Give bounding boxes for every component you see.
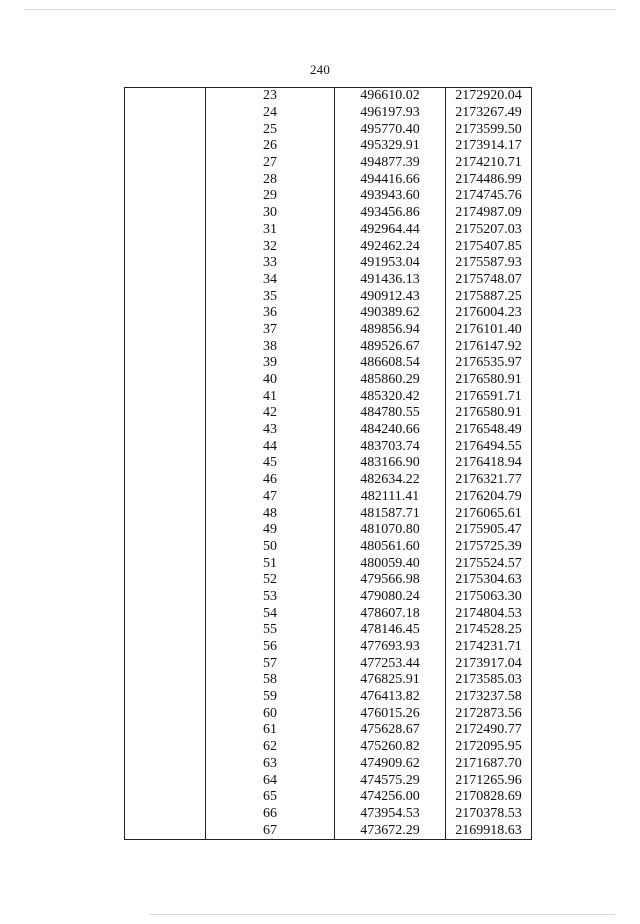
point-number-cell: 53 [206,589,335,606]
x-coordinate-cell: 475260.82 [335,739,446,756]
point-number-cell: 47 [206,489,335,506]
y-coordinate-cell: 2174210.71 [446,155,532,172]
table-row [125,438,532,455]
table-row [125,355,532,372]
y-coordinate-cell: 2172490.77 [446,722,532,739]
y-coordinate-cell: 2176418.94 [446,455,532,472]
table-row [125,222,532,239]
y-coordinate-cell: 2172873.56 [446,705,532,722]
x-coordinate-cell: 490389.62 [335,305,446,322]
blank-cell [125,305,206,322]
table-row [125,388,532,405]
blank-cell [125,655,206,672]
x-coordinate-cell: 480059.40 [335,555,446,572]
table-row [125,722,532,739]
blank-cell [125,622,206,639]
blank-cell [125,171,206,188]
y-coordinate-cell: 2171265.96 [446,772,532,789]
y-coordinate-cell: 2176147.92 [446,338,532,355]
x-coordinate-cell: 483703.74 [335,438,446,455]
point-number-cell: 41 [206,388,335,405]
x-coordinate-cell: 493456.86 [335,205,446,222]
point-number-cell: 35 [206,288,335,305]
blank-cell [125,238,206,255]
y-coordinate-cell: 2175304.63 [446,572,532,589]
table-row [125,639,532,656]
table-row [125,405,532,422]
point-number-cell: 38 [206,338,335,355]
x-coordinate-cell: 484780.55 [335,405,446,422]
x-coordinate-cell: 494416.66 [335,171,446,188]
x-coordinate-cell: 476825.91 [335,672,446,689]
x-coordinate-cell: 481587.71 [335,505,446,522]
point-number-cell: 51 [206,555,335,572]
table-row [125,138,532,155]
blank-cell [125,338,206,355]
point-number-cell: 60 [206,705,335,722]
blank-cell [125,322,206,339]
table-row [125,205,532,222]
y-coordinate-cell: 2176101.40 [446,322,532,339]
blank-cell [125,489,206,506]
x-coordinate-cell: 486608.54 [335,355,446,372]
blank-cell [125,388,206,405]
blank-cell [125,639,206,656]
blank-cell [125,572,206,589]
coordinates-table-body [125,88,532,840]
table-row [125,672,532,689]
x-coordinate-cell: 485860.29 [335,372,446,389]
blank-cell [125,756,206,773]
table-row [125,188,532,205]
y-coordinate-cell: 2174804.53 [446,605,532,622]
point-number-cell: 33 [206,255,335,272]
y-coordinate-cell: 2173237.58 [446,689,532,706]
blank-cell [125,455,206,472]
x-coordinate-cell: 473954.53 [335,806,446,823]
page-number: 240 [309,62,331,77]
point-number-cell: 55 [206,622,335,639]
blank-cell [125,689,206,706]
blank-cell [125,806,206,823]
table-row [125,789,532,806]
x-coordinate-cell: 482111.41 [335,489,446,506]
table-row [125,822,532,839]
y-coordinate-cell: 2174745.76 [446,188,532,205]
table-row [125,772,532,789]
y-coordinate-cell: 2176535.97 [446,355,532,372]
y-coordinate-cell: 2173914.17 [446,138,532,155]
point-number-cell: 65 [206,789,335,806]
point-number-cell: 27 [206,155,335,172]
x-coordinate-cell: 474909.62 [335,756,446,773]
y-coordinate-cell: 2172920.04 [446,88,532,105]
table-row [125,555,532,572]
table-row [125,472,532,489]
y-coordinate-cell: 2175207.03 [446,222,532,239]
blank-cell [125,255,206,272]
x-coordinate-cell: 495329.91 [335,138,446,155]
y-coordinate-cell: 2173585.03 [446,672,532,689]
x-coordinate-cell: 496610.02 [335,88,446,105]
point-number-cell: 43 [206,422,335,439]
blank-cell [125,138,206,155]
y-coordinate-cell: 2176494.55 [446,438,532,455]
blank-cell [125,205,206,222]
table-row [125,121,532,138]
y-coordinate-cell: 2176591.71 [446,388,532,405]
x-coordinate-cell: 473672.29 [335,822,446,839]
point-number-cell: 48 [206,505,335,522]
blank-cell [125,105,206,122]
x-coordinate-cell: 481070.80 [335,522,446,539]
x-coordinate-cell: 477253.44 [335,655,446,672]
x-coordinate-cell: 478607.18 [335,605,446,622]
point-number-cell: 26 [206,138,335,155]
y-coordinate-cell: 2176204.79 [446,489,532,506]
table-row [125,372,532,389]
x-coordinate-cell: 493943.60 [335,188,446,205]
table-row [125,806,532,823]
blank-cell [125,121,206,138]
point-number-cell: 54 [206,605,335,622]
table-row [125,689,532,706]
x-coordinate-cell: 489526.67 [335,338,446,355]
table-row [125,739,532,756]
y-coordinate-cell: 2173917.04 [446,655,532,672]
blank-cell [125,522,206,539]
point-number-cell: 30 [206,205,335,222]
x-coordinate-cell: 489856.94 [335,322,446,339]
y-coordinate-cell: 2174486.99 [446,171,532,188]
coordinates-table [124,87,532,840]
point-number-cell: 46 [206,472,335,489]
table-row [125,505,532,522]
y-coordinate-cell: 2175748.07 [446,272,532,289]
table-row [125,255,532,272]
point-number-cell: 34 [206,272,335,289]
point-number-cell: 36 [206,305,335,322]
blank-cell [125,739,206,756]
point-number-cell: 56 [206,639,335,656]
blank-cell [125,822,206,839]
y-coordinate-cell: 2176004.23 [446,305,532,322]
blank-cell [125,222,206,239]
x-coordinate-cell: 491953.04 [335,255,446,272]
table-row [125,272,532,289]
blank-cell [125,422,206,439]
table-row [125,88,532,105]
x-coordinate-cell: 483166.90 [335,455,446,472]
blank-cell [125,288,206,305]
table-row [125,589,532,606]
table-row [125,171,532,188]
x-coordinate-cell: 492964.44 [335,222,446,239]
x-coordinate-cell: 479080.24 [335,589,446,606]
blank-cell [125,555,206,572]
table-row [125,455,532,472]
y-coordinate-cell: 2175407.85 [446,238,532,255]
point-number-cell: 39 [206,355,335,372]
point-number-cell: 49 [206,522,335,539]
x-coordinate-cell: 478146.45 [335,622,446,639]
point-number-cell: 25 [206,121,335,138]
x-coordinate-cell: 491436.13 [335,272,446,289]
blank-cell [125,188,206,205]
x-coordinate-cell: 476015.26 [335,705,446,722]
point-number-cell: 40 [206,372,335,389]
table-row [125,539,532,556]
table-row [125,756,532,773]
point-number-cell: 58 [206,672,335,689]
point-number-cell: 42 [206,405,335,422]
point-number-cell: 66 [206,806,335,823]
blank-cell [125,589,206,606]
table-row [125,338,532,355]
x-coordinate-cell: 490912.43 [335,288,446,305]
x-coordinate-cell: 474256.00 [335,789,446,806]
point-number-cell: 62 [206,739,335,756]
blank-cell [125,505,206,522]
y-coordinate-cell: 2172095.95 [446,739,532,756]
table-row [125,622,532,639]
y-coordinate-cell: 2169918.63 [446,822,532,839]
blank-cell [125,372,206,389]
y-coordinate-cell: 2173599.50 [446,121,532,138]
point-number-cell: 44 [206,438,335,455]
y-coordinate-cell: 2171687.70 [446,756,532,773]
point-number-cell: 23 [206,88,335,105]
blank-cell [125,272,206,289]
blank-cell [125,539,206,556]
y-coordinate-cell: 2174231.71 [446,639,532,656]
point-number-cell: 32 [206,238,335,255]
y-coordinate-cell: 2174528.25 [446,622,532,639]
scan-edge-bottom [150,914,615,915]
point-number-cell: 45 [206,455,335,472]
x-coordinate-cell: 495770.40 [335,121,446,138]
y-coordinate-cell: 2176548.49 [446,422,532,439]
table-row [125,155,532,172]
table-row [125,605,532,622]
y-coordinate-cell: 2175524.57 [446,555,532,572]
y-coordinate-cell: 2175063.30 [446,589,532,606]
point-number-cell: 59 [206,689,335,706]
blank-cell [125,472,206,489]
point-number-cell: 31 [206,222,335,239]
point-number-cell: 29 [206,188,335,205]
blank-cell [125,789,206,806]
table-row [125,489,532,506]
table-row [125,705,532,722]
scan-edge-top [25,9,615,10]
table-row [125,238,532,255]
table-row [125,422,532,439]
y-coordinate-cell: 2175587.93 [446,255,532,272]
x-coordinate-cell: 484240.66 [335,422,446,439]
x-coordinate-cell: 474575.29 [335,772,446,789]
point-number-cell: 37 [206,322,335,339]
x-coordinate-cell: 479566.98 [335,572,446,589]
blank-cell [125,705,206,722]
blank-cell [125,438,206,455]
point-number-cell: 64 [206,772,335,789]
y-coordinate-cell: 2170828.69 [446,789,532,806]
blank-cell [125,355,206,372]
table-row [125,572,532,589]
y-coordinate-cell: 2173267.49 [446,105,532,122]
x-coordinate-cell: 480561.60 [335,539,446,556]
table-row [125,322,532,339]
x-coordinate-cell: 475628.67 [335,722,446,739]
point-number-cell: 63 [206,756,335,773]
table-row [125,522,532,539]
blank-cell [125,672,206,689]
point-number-cell: 67 [206,822,335,839]
point-number-cell: 28 [206,171,335,188]
blank-cell [125,722,206,739]
table-row [125,105,532,122]
y-coordinate-cell: 2176321.77 [446,472,532,489]
table-row [125,655,532,672]
blank-cell [125,605,206,622]
x-coordinate-cell: 492462.24 [335,238,446,255]
x-coordinate-cell: 482634.22 [335,472,446,489]
y-coordinate-cell: 2170378.53 [446,806,532,823]
point-number-cell: 57 [206,655,335,672]
y-coordinate-cell: 2176580.91 [446,372,532,389]
blank-cell [125,405,206,422]
y-coordinate-cell: 2176580.91 [446,405,532,422]
y-coordinate-cell: 2176065.61 [446,505,532,522]
table-row [125,305,532,322]
point-number-cell: 50 [206,539,335,556]
x-coordinate-cell: 496197.93 [335,105,446,122]
x-coordinate-cell: 476413.82 [335,689,446,706]
blank-cell [125,88,206,105]
point-number-cell: 52 [206,572,335,589]
y-coordinate-cell: 2175905.47 [446,522,532,539]
table-row [125,288,532,305]
x-coordinate-cell: 485320.42 [335,388,446,405]
blank-cell [125,155,206,172]
x-coordinate-cell: 494877.39 [335,155,446,172]
y-coordinate-cell: 2175887.25 [446,288,532,305]
y-coordinate-cell: 2175725.39 [446,539,532,556]
point-number-cell: 24 [206,105,335,122]
blank-cell [125,772,206,789]
y-coordinate-cell: 2174987.09 [446,205,532,222]
x-coordinate-cell: 477693.93 [335,639,446,656]
point-number-cell: 61 [206,722,335,739]
